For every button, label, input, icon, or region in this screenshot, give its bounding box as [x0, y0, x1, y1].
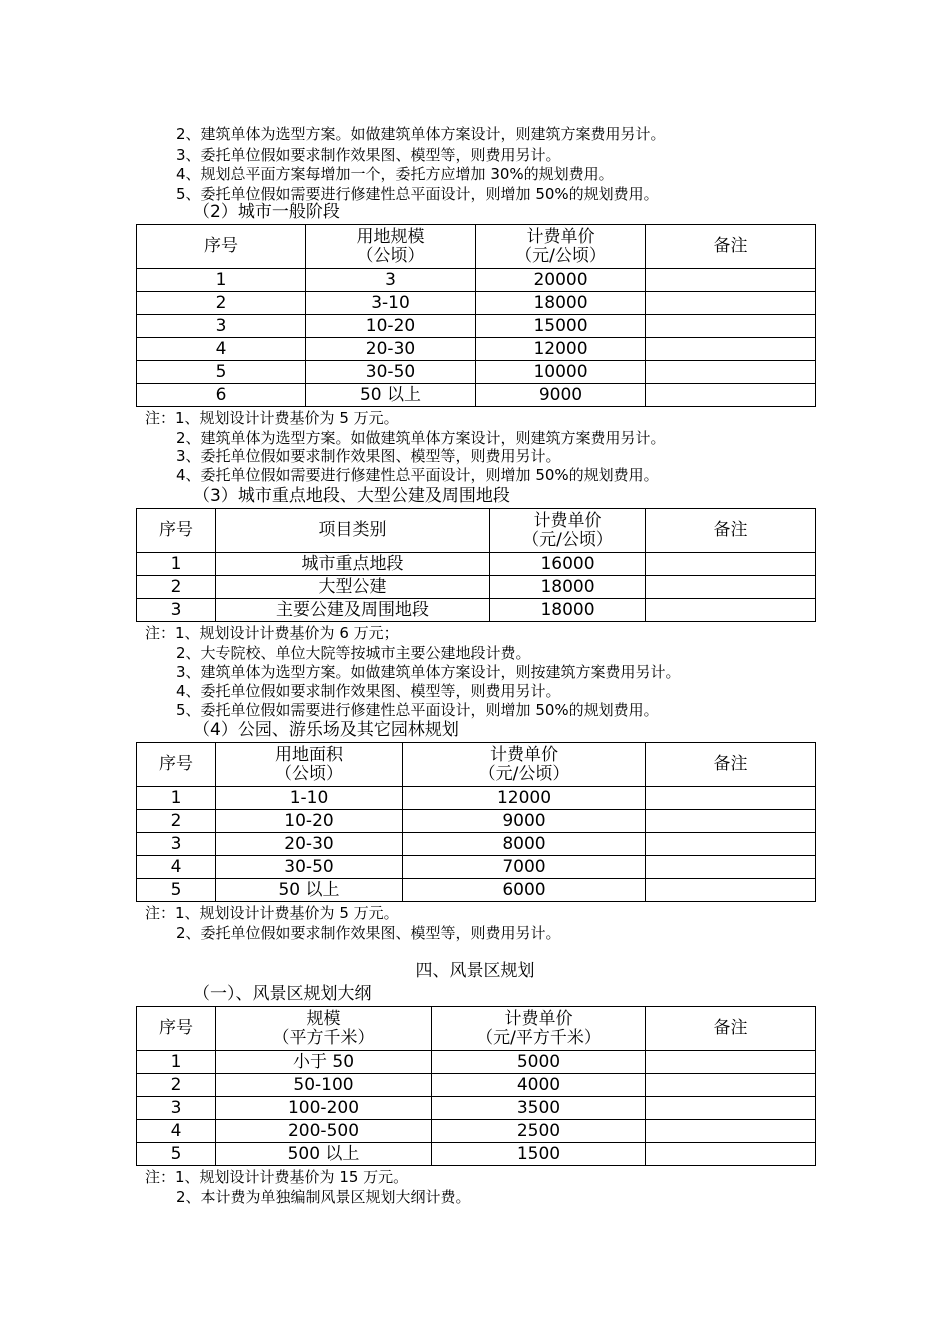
cell-index: 3	[137, 315, 306, 338]
header-price-label: 计费单价	[490, 744, 558, 765]
cell-remark	[646, 856, 816, 879]
cell-price: 12000	[476, 338, 646, 361]
cell-scale: 200-500	[216, 1120, 432, 1143]
cell-category: 大型公建	[216, 576, 490, 599]
cell-index: 2	[137, 1074, 216, 1097]
table-header-row	[137, 1007, 816, 1051]
cell-index: 5	[137, 361, 306, 384]
cell-scale: 100-200	[216, 1097, 432, 1120]
table-row	[137, 292, 816, 315]
table-row	[137, 315, 816, 338]
section-2-note-2: 2、建筑单体为选型方案。如做建筑单体方案设计，则建筑方案费用另计。	[176, 429, 666, 447]
table-section-3	[136, 508, 816, 622]
table-row	[137, 361, 816, 384]
header-index: 序号	[137, 743, 216, 787]
header-category: 项目类别	[216, 509, 490, 553]
cell-index: 2	[137, 576, 216, 599]
header-area-unit: （公顷）	[275, 763, 343, 784]
intro-note-5: 5、委托单位假如需要进行修建性总平面设计，则增加 50%的规划费用。	[176, 185, 659, 203]
header-remark: 备注	[646, 743, 816, 787]
cell-price: 16000	[490, 553, 646, 576]
cell-index: 5	[137, 1143, 216, 1166]
table-header-row	[137, 509, 816, 553]
section-title-4: （4）公园、游乐场及其它园林规划	[193, 720, 459, 740]
cell-area: 10-20	[216, 810, 403, 833]
header-price-label: 计费单价	[533, 510, 602, 531]
cell-scale: 50 以上	[306, 384, 476, 407]
cell-price: 9000	[403, 810, 646, 833]
cell-remark	[646, 292, 816, 315]
cell-index: 5	[137, 879, 216, 902]
section-title-5: （一）、风景区规划大纲	[193, 984, 372, 1004]
header-price	[476, 225, 646, 269]
cell-index: 1	[137, 1051, 216, 1074]
header-scale	[216, 1007, 432, 1051]
section-3-note-1: 注：1、规划设计计费基价为 6 万元；	[145, 624, 399, 642]
header-scale-label: 用地规模	[356, 226, 425, 247]
header-price-unit: （元/平方千米）	[476, 1027, 601, 1048]
table-row	[137, 269, 816, 292]
section-3-note-3: 3、建筑单体为选型方案。如做建筑单体方案设计，则按建筑方案费用另计。	[176, 663, 681, 681]
cell-scale: 50-100	[216, 1074, 432, 1097]
cell-index: 3	[137, 599, 216, 622]
cell-index: 6	[137, 384, 306, 407]
table-row	[137, 1051, 816, 1074]
cell-remark	[646, 879, 816, 902]
cell-scale: 30-50	[306, 361, 476, 384]
table-row	[137, 833, 816, 856]
cell-remark	[646, 1051, 816, 1074]
header-remark: 备注	[646, 225, 816, 269]
cell-price: 12000	[403, 787, 646, 810]
cell-scale: 小于 50	[216, 1051, 432, 1074]
intro-note-4: 4、规划总平面方案每增加一个，委托方应增加 30%的规划费用。	[176, 165, 614, 183]
table-row	[137, 856, 816, 879]
cell-price: 8000	[403, 833, 646, 856]
table-row	[137, 338, 816, 361]
section-2-note-3: 3、委托单位假如要求制作效果图、模型等，则费用另计。	[176, 447, 561, 465]
section-3-note-2: 2、大专院校、单位大院等按城市主要公建地段计费。	[176, 644, 531, 662]
header-price-label: 计费单价	[526, 226, 595, 247]
cell-price: 18000	[490, 599, 646, 622]
header-scale-unit: （公顷）	[356, 245, 425, 266]
section-2-note-4: 4、委托单位假如需要进行修建性总平面设计，则增加 50%的规划费用。	[176, 466, 659, 484]
section-4-note-2: 2、委托单位假如要求制作效果图、模型等，则费用另计。	[176, 924, 561, 942]
cell-remark	[646, 1097, 816, 1120]
intro-note-3: 3、委托单位假如要求制作效果图、模型等，则费用另计。	[176, 146, 561, 164]
header-scale-unit: （平方千米）	[272, 1027, 375, 1048]
cell-area: 30-50	[216, 856, 403, 879]
header-index: 序号	[137, 509, 216, 553]
cell-price: 10000	[476, 361, 646, 384]
header-price	[490, 509, 646, 553]
intro-note-2: 2、建筑单体为选型方案。如做建筑单体方案设计，则建筑方案费用另计。	[176, 125, 666, 143]
cell-index: 2	[137, 292, 306, 315]
table-row	[137, 810, 816, 833]
cell-remark	[646, 1143, 816, 1166]
table-row	[137, 879, 816, 902]
header-scale	[306, 225, 476, 269]
cell-scale: 20-30	[306, 338, 476, 361]
cell-price: 6000	[403, 879, 646, 902]
cell-remark	[646, 1074, 816, 1097]
cell-remark	[646, 338, 816, 361]
cell-price: 3500	[432, 1097, 646, 1120]
section-4-note-1: 注：1、规划设计计费基价为 5 万元。	[145, 904, 399, 922]
cell-remark	[646, 361, 816, 384]
table-header-row	[137, 743, 816, 787]
cell-remark	[646, 787, 816, 810]
cell-index: 1	[137, 553, 216, 576]
section-title-2: （2）城市一般阶段	[193, 202, 340, 222]
cell-index: 4	[137, 1120, 216, 1143]
section-3-note-5: 5、委托单位假如需要进行修建性总平面设计，则增加 50%的规划费用。	[176, 701, 659, 719]
header-area-label: 用地面积	[275, 744, 343, 765]
table-section-4	[136, 742, 816, 902]
header-price	[432, 1007, 646, 1051]
table-section-5	[136, 1006, 816, 1166]
cell-category: 主要公建及周围地段	[216, 599, 490, 622]
header-index: 序号	[137, 1007, 216, 1051]
cell-remark	[646, 269, 816, 292]
cell-remark	[646, 576, 816, 599]
section-3-note-4: 4、委托单位假如要求制作效果图、模型等，则费用另计。	[176, 682, 561, 700]
cell-area: 1-10	[216, 787, 403, 810]
table-row	[137, 1097, 816, 1120]
cell-remark	[646, 599, 816, 622]
cell-index: 3	[137, 1097, 216, 1120]
cell-price: 20000	[476, 269, 646, 292]
header-price-unit: （元/公顷）	[522, 529, 613, 550]
header-remark: 备注	[646, 1007, 816, 1051]
table-row	[137, 553, 816, 576]
cell-index: 4	[137, 856, 216, 879]
cell-price: 5000	[432, 1051, 646, 1074]
cell-scale: 3-10	[306, 292, 476, 315]
cell-remark	[646, 553, 816, 576]
cell-remark	[646, 810, 816, 833]
cell-index: 2	[137, 810, 216, 833]
section-5-note-1: 注：1、规划设计计费基价为 15 万元。	[145, 1168, 409, 1186]
header-price-unit: （元/公顷）	[515, 245, 606, 266]
cell-remark	[646, 833, 816, 856]
header-price-label: 计费单价	[504, 1008, 573, 1029]
table-row	[137, 599, 816, 622]
cell-price: 2500	[432, 1120, 646, 1143]
table-row	[137, 787, 816, 810]
header-price-unit: （元/公顷）	[478, 763, 570, 784]
table-row	[137, 1120, 816, 1143]
cell-scale: 500 以上	[216, 1143, 432, 1166]
header-remark: 备注	[646, 509, 816, 553]
cell-price: 15000	[476, 315, 646, 338]
part-title: 四、风景区规划	[415, 961, 535, 981]
table-header-row	[137, 225, 816, 269]
cell-price: 4000	[432, 1074, 646, 1097]
table-row	[137, 1074, 816, 1097]
cell-scale: 10-20	[306, 315, 476, 338]
cell-index: 1	[137, 269, 306, 292]
section-2-note-1: 注：1、规划设计计费基价为 5 万元。	[145, 409, 399, 427]
cell-price: 18000	[476, 292, 646, 315]
cell-price: 7000	[403, 856, 646, 879]
header-scale-label: 规模	[306, 1008, 341, 1029]
cell-price: 18000	[490, 576, 646, 599]
section-5-note-2: 2、本计费为单独编制风景区规划大纲计费。	[176, 1188, 471, 1206]
cell-index: 3	[137, 833, 216, 856]
cell-remark	[646, 384, 816, 407]
cell-price: 9000	[476, 384, 646, 407]
cell-area: 50 以上	[216, 879, 403, 902]
cell-remark	[646, 315, 816, 338]
section-title-3: （3）城市重点地段、大型公建及周围地段	[193, 486, 510, 506]
table-row	[137, 1143, 816, 1166]
cell-index: 1	[137, 787, 216, 810]
cell-index: 4	[137, 338, 306, 361]
table-row	[137, 384, 816, 407]
table-row	[137, 576, 816, 599]
cell-remark	[646, 1120, 816, 1143]
header-area	[216, 743, 403, 787]
table-section-2	[136, 224, 816, 407]
cell-category: 城市重点地段	[216, 553, 490, 576]
cell-area: 20-30	[216, 833, 403, 856]
cell-price: 1500	[432, 1143, 646, 1166]
cell-scale: 3	[306, 269, 476, 292]
header-index: 序号	[137, 225, 306, 269]
header-price	[403, 743, 646, 787]
